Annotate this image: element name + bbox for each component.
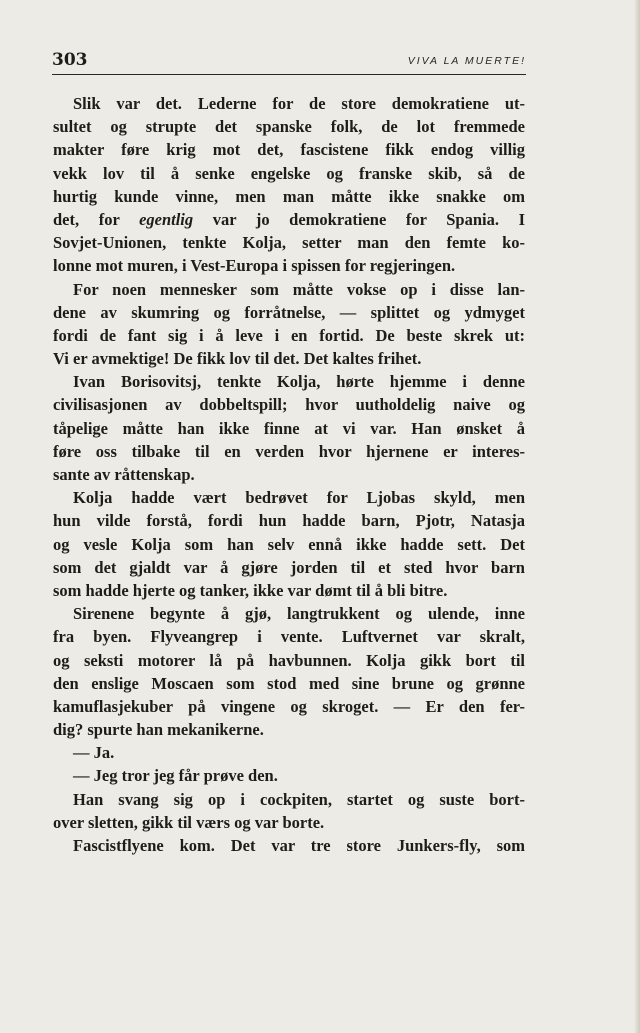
- paragraph: [53, 834, 525, 857]
- paragraph: [53, 370, 525, 486]
- text-line: civilisasjonen av dobbeltspill; hvor uutholdelig naive og: [53, 395, 525, 415]
- chapter-title: VIVA LA MUERTE!: [407, 55, 526, 67]
- running-head: [52, 46, 526, 75]
- text-line: Vi er avmektige! De fikk lov til det. Det kaltes frihet.: [53, 349, 422, 369]
- text-fragment: det, for: [53, 209, 140, 229]
- text-line: over sletten, gikk til værs og var borte.: [53, 812, 325, 832]
- text-line: Ivan Borisovitsj, tenkte Kolja, hørte hjemme i denne: [73, 372, 525, 392]
- text-fragment: var jo demokratiene for Spania. I: [193, 209, 525, 229]
- text-line: makter føre krig mot det, fascistene fikk endog villig: [53, 140, 525, 160]
- text-line: Fascistflyene kom. Det var tre store Junkers-fly, som: [73, 836, 525, 855]
- text-line: Kolja hadde vært bedrøvet for Ljobas skyld, men: [73, 488, 525, 508]
- dialogue-line: [53, 764, 525, 787]
- text-line: Han svang sig op i cockpiten, startet og suste bort-: [73, 789, 525, 809]
- text-line: dene av skumring og forråtnelse, — splittet og ydmyget: [53, 302, 525, 322]
- body-text: [53, 92, 525, 857]
- text-line: For noen mennesker som måtte vokse op i disse lan-: [73, 279, 525, 299]
- page-edge-shadow: [634, 0, 640, 1033]
- text-line: kamuflasjekuber på vingene og skroget. — Er den fer-: [53, 696, 525, 716]
- text-line: føre oss tilbake til en verden hvor hjernene er interes-: [53, 441, 525, 461]
- text-line: [53, 208, 525, 231]
- text-line: Sirenene begynte å gjø, langtrukkent og ulende, inne: [73, 604, 525, 624]
- text-line: fra byen. Flyveangrep i vente. Luftvernet var skralt,: [53, 627, 525, 647]
- text-line: lonne mot muren, i Vest-Europa i spissen for regjeringen.: [53, 256, 456, 276]
- paragraph: [53, 92, 525, 278]
- emphasized-word: egentlig: [139, 209, 194, 229]
- text-line: og seksti motorer lå på havbunnen. Kolja gikk bort til: [53, 650, 525, 670]
- paragraph: [53, 602, 525, 741]
- text-line: sultet og strupte det spanske folk, de lot fremmede: [53, 117, 525, 137]
- paragraph: [53, 278, 525, 371]
- text-line: sante av råttenskap.: [53, 465, 195, 484]
- paragraph: [53, 788, 525, 834]
- paragraph: [53, 486, 525, 602]
- text-line: hurtig kunde vinne, men man måtte ikke snakke om: [53, 186, 525, 206]
- text-line: fordi de fant sig i å leve i en fortid. De beste skrek ut:: [53, 325, 525, 345]
- text-line: tåpelige måtte han ikke finne at vi var. Han ønsket å: [53, 418, 525, 438]
- text-line: — Jeg tror jeg får prøve den.: [73, 766, 278, 786]
- text-line: dig? spurte han mekanikerne.: [53, 720, 264, 740]
- text-line: hun vilde forstå, fordi hun hadde barn, Pjotr, Natasja: [53, 511, 525, 531]
- page-number: 303: [52, 50, 88, 70]
- text-line: som hadde hjerte og tanker, ikke var dømt til å bli bitre.: [53, 580, 448, 600]
- text-line: Sovjet-Unionen, tenkte Kolja, setter man den femte ko-: [53, 233, 525, 253]
- text-line: — Ja.: [73, 743, 115, 763]
- text-line: vekk lov til å senke engelske og franske skib, så de: [53, 163, 525, 183]
- text-line: og vesle Kolja som han selv ennå ikke hadde sett. Det: [53, 534, 525, 554]
- dialogue-line: [53, 741, 525, 764]
- text-line: den enslige Moscaen som stod med sine brune og grønne: [53, 673, 525, 693]
- text-line: Slik var det. Lederne for de store demokratiene ut-: [73, 94, 525, 113]
- text-line: som det gjaldt var å gjøre jorden til et sted hvor barn: [53, 557, 525, 577]
